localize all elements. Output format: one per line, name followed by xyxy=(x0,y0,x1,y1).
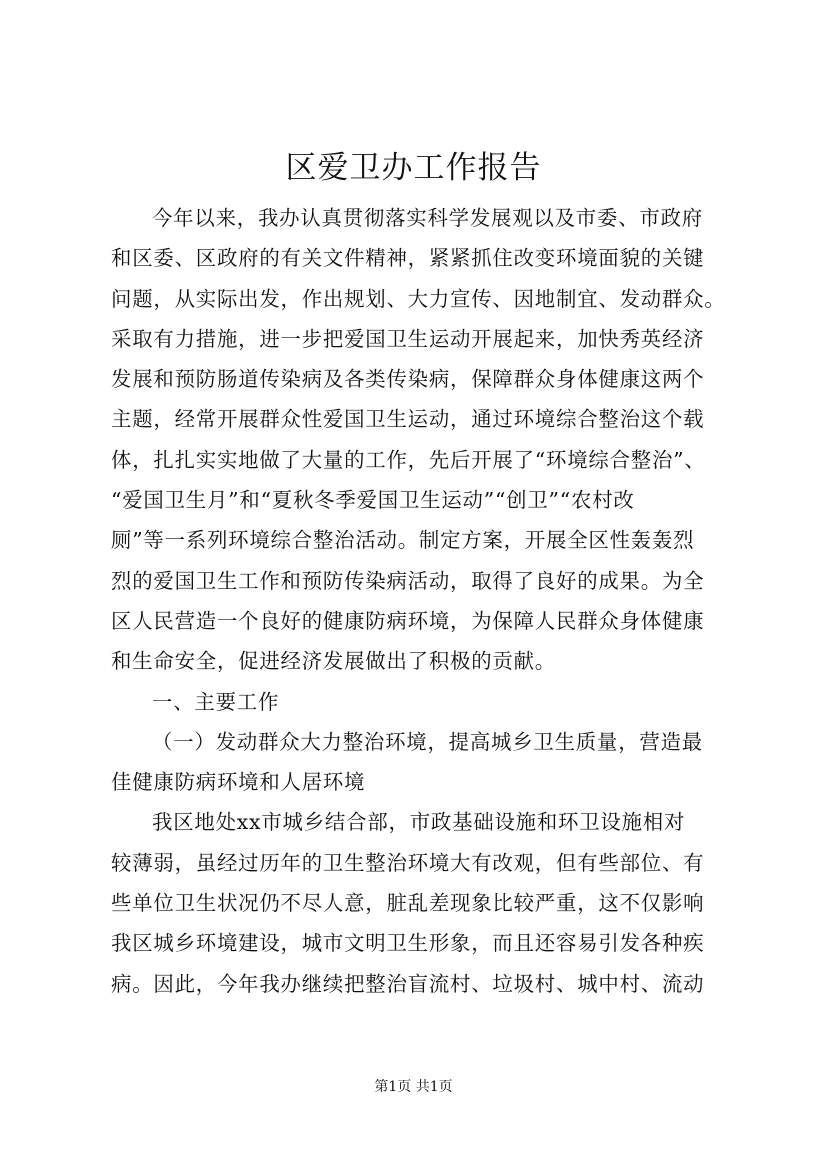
body-line: 些单位卫生状况仍不尽人意，脏乱差现象比较严重，这不仅影响 xyxy=(111,891,705,916)
document-title: 区爱卫办工作报告 xyxy=(285,150,542,186)
body-line: 病。因此，今年我办继续把整治盲流村、垃圾村、城中村、流动 xyxy=(111,971,705,996)
body-line: 主题，经常开展群众性爱国卫生运动，通过环境综合整治这个载 xyxy=(111,407,705,432)
document-body xyxy=(111,198,726,1004)
body-line: 体，扎扎实实地做了大量的工作，先后开展了“环境综合整治”、 xyxy=(111,447,706,472)
body-line: 厕”等一系列环境综合整治活动。制定方案，开展全区性轰轰烈 xyxy=(111,528,695,553)
subsection-heading-continued: 佳健康防病环境和人居环境 xyxy=(111,770,366,795)
body-line: 问题，从实际出发，作出规划、大力宣传、因地制宜、发动群众。 xyxy=(111,286,726,311)
body-line: 采取有力措施，进一步把爱国卫生运动开展起来，加快秀英经济 xyxy=(111,326,705,351)
body-line: 今年以来，我办认真贯彻落实科学发展观以及市委、市政府 xyxy=(152,206,703,230)
body-line: 和区委、区政府的有关文件精神，紧紧抓住改变环境面貌的关键 xyxy=(111,246,705,271)
body-line: “爱国卫生月”和“夏秋冬季爱国卫生运动”“创卫”“农村改 xyxy=(111,488,635,513)
subsection-heading: （一）发动群众大力整治环境，提高城乡卫生质量，营造最 xyxy=(152,729,703,754)
body-line: 和生命安全，促进经济发展做出了积极的贡献。 xyxy=(111,649,557,674)
body-line: 我区城乡环境建设，城市文明卫生形象，而且还容易引发各种疾 xyxy=(111,931,705,956)
body-line: 发展和预防肠道传染病及各类传染病，保障群众身体健康这两个 xyxy=(111,367,705,392)
body-line: 较薄弱，虽经过历年的卫生整治环境大有改观，但有些部位、有 xyxy=(111,850,705,875)
page-number-footer: 第1页 共1页 xyxy=(374,1079,453,1095)
body-line: 我区地处xx市城乡结合部，市政基础设施和环卫设施相对 xyxy=(152,810,686,835)
section-heading: 一、主要工作 xyxy=(152,689,280,714)
body-line: 区人民营造一个良好的健康防病环境，为保障人民群众身体健康 xyxy=(111,608,705,633)
body-line: 烈的爱国卫生工作和预防传染病活动，取得了良好的成果。为全 xyxy=(111,568,705,593)
